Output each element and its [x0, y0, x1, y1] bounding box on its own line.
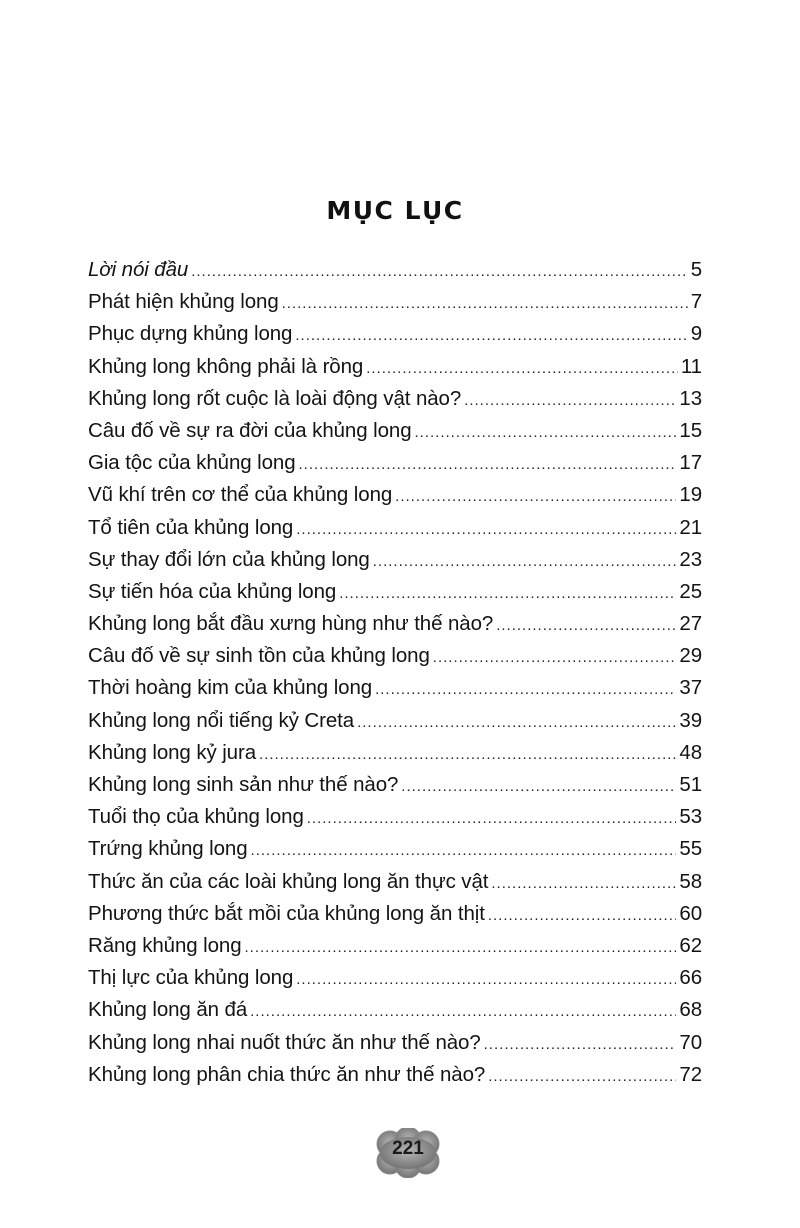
dot-leader [496, 610, 676, 642]
toc-entry-title: Phát hiện khủng long [88, 290, 279, 314]
dot-leader [295, 320, 687, 352]
dot-leader [191, 256, 687, 288]
dot-leader [373, 546, 677, 578]
toc-entry-page: 68 [679, 998, 702, 1022]
toc-entry [88, 286, 702, 318]
toc-entry-page: 62 [679, 933, 702, 957]
dot-leader [282, 288, 688, 320]
toc-entry-title: Thời hoàng kim của khủng long [88, 676, 373, 700]
toc-entry [88, 608, 702, 640]
dot-leader [299, 449, 677, 481]
toc-entry-title: Câu đố về sự ra đời của khủng long [88, 418, 412, 442]
toc-entry [88, 930, 702, 962]
toc-entry [88, 962, 702, 994]
toc-entry-title: Khủng long sinh sản như thế nào? [88, 773, 399, 796]
dot-leader [250, 996, 676, 1028]
dot-leader [464, 385, 676, 417]
toc-entry [88, 318, 702, 350]
page-number-badge [372, 1128, 444, 1178]
toc-entry-title: Thị lực của khủng long [88, 966, 294, 990]
toc-entry [88, 512, 702, 544]
toc-entry-title: Phục dựng khủng long [88, 322, 293, 346]
toc-entry-title: Câu đố về sự sinh tồn của khủng long [88, 644, 430, 668]
toc-entry [88, 705, 702, 737]
toc-entry-title: Lời nói đầu [88, 258, 189, 281]
toc-entry [88, 737, 702, 769]
dot-leader [415, 417, 677, 449]
toc-entry-page: 29 [679, 644, 702, 668]
toc-entry-page: 13 [679, 386, 702, 410]
toc-entry [88, 415, 702, 447]
page-number: 221 [392, 1138, 424, 1159]
toc-entry-title: Thức ăn của các loài khủng long ăn thực vật [88, 869, 489, 893]
toc-entry-title: Sự thay đổi lớn của khủng long [88, 547, 370, 571]
toc-entry-page: 60 [679, 901, 702, 925]
dot-leader [366, 353, 678, 385]
toc-entry-page: 27 [679, 612, 702, 636]
toc-entry-title: Tuổi thọ của khủng long [88, 805, 304, 829]
toc-entry-page: 19 [679, 483, 702, 507]
toc-entry [88, 479, 702, 511]
toc-entry-title: Tổ tiên của khủng long [88, 515, 294, 539]
toc-entry-title: Gia tộc của khủng long [88, 451, 296, 475]
toc-entry-page: 21 [679, 515, 702, 539]
dot-leader [484, 1029, 677, 1061]
toc-entry [88, 994, 702, 1026]
toc-entry-page: 55 [679, 837, 702, 861]
dot-leader [488, 900, 677, 932]
toc-entry [88, 447, 702, 479]
toc-entry-page: 17 [679, 451, 702, 475]
dot-leader [339, 578, 676, 610]
toc-entry-title: Sự tiến hóa của khủng long [88, 579, 337, 603]
toc-entry-page: 23 [679, 547, 702, 571]
toc-entry-title: Khủng long nổi tiếng kỷ Creta [88, 708, 355, 732]
dot-leader [401, 771, 676, 803]
toc-entry-title: Khủng long không phải là rồng [88, 354, 364, 378]
dot-leader [296, 514, 676, 546]
toc-entry-title: Vũ khí trên cơ thể của khủng long [88, 483, 393, 507]
dot-leader [357, 707, 676, 739]
dot-leader [307, 803, 677, 835]
toc-entry-page: 72 [679, 1062, 702, 1086]
toc-entry-title: Phương thức bắt mồi của khủng long ăn thịt [88, 901, 485, 925]
toc-list [88, 254, 702, 1091]
dot-leader [296, 964, 676, 996]
toc-entry-page: 11 [680, 354, 702, 378]
toc-entry [88, 383, 702, 415]
toc-entry-page: 51 [679, 773, 702, 796]
toc-entry-title: Khủng long kỷ jura [88, 740, 257, 764]
toc-entry-title: Khủng long phân chia thức ăn như thế nào? [88, 1062, 486, 1086]
toc-entry [88, 351, 702, 383]
toc-entry-page: 25 [679, 579, 702, 603]
toc-entry-page: 37 [679, 676, 702, 700]
dot-leader [433, 642, 677, 674]
toc-entry [88, 1027, 702, 1059]
toc-entry-title: Răng khủng long [88, 933, 242, 957]
toc-entry-page: 15 [679, 418, 702, 442]
toc-entry [88, 898, 702, 930]
toc-entry [88, 544, 702, 576]
toc-entry [88, 672, 702, 704]
toc-entry [88, 254, 702, 286]
toc-entry [88, 576, 702, 608]
toc-entry [88, 833, 702, 865]
toc-entry-title: Khủng long rốt cuộc là loài động vật nào? [88, 386, 462, 410]
toc-entry-page: 9 [690, 322, 702, 346]
toc-entry-page: 66 [679, 966, 702, 990]
toc-entry-page: 58 [679, 869, 702, 893]
toc-entry [88, 640, 702, 672]
dot-leader [251, 835, 677, 867]
toc-entry-page: 53 [679, 805, 702, 829]
toc-entry [88, 1059, 702, 1091]
toc-entry [88, 769, 702, 801]
dot-leader [375, 674, 676, 706]
toc-entry-title: Khủng long nhai nuốt thức ăn như thế nào? [88, 1030, 481, 1054]
toc-entry-page: 7 [690, 290, 702, 314]
toc-entry [88, 801, 702, 833]
page-title: MỤC LỤC [326, 196, 464, 225]
dot-leader [491, 868, 676, 900]
dot-leader [259, 739, 676, 771]
toc-entry-title: Khủng long bắt đầu xưng hùng như thế nào? [88, 612, 494, 636]
dot-leader [395, 481, 676, 513]
toc-entry-page: 48 [679, 740, 702, 764]
toc-entry-page: 5 [690, 258, 702, 281]
toc-entry-title: Trứng khủng long [88, 837, 248, 861]
dot-leader [245, 932, 677, 964]
toc-entry-page: 70 [679, 1030, 702, 1054]
toc-entry [88, 866, 702, 898]
toc-entry-title: Khủng long ăn đá [88, 998, 248, 1022]
dot-leader [488, 1061, 676, 1093]
toc-entry-page: 39 [679, 708, 702, 732]
